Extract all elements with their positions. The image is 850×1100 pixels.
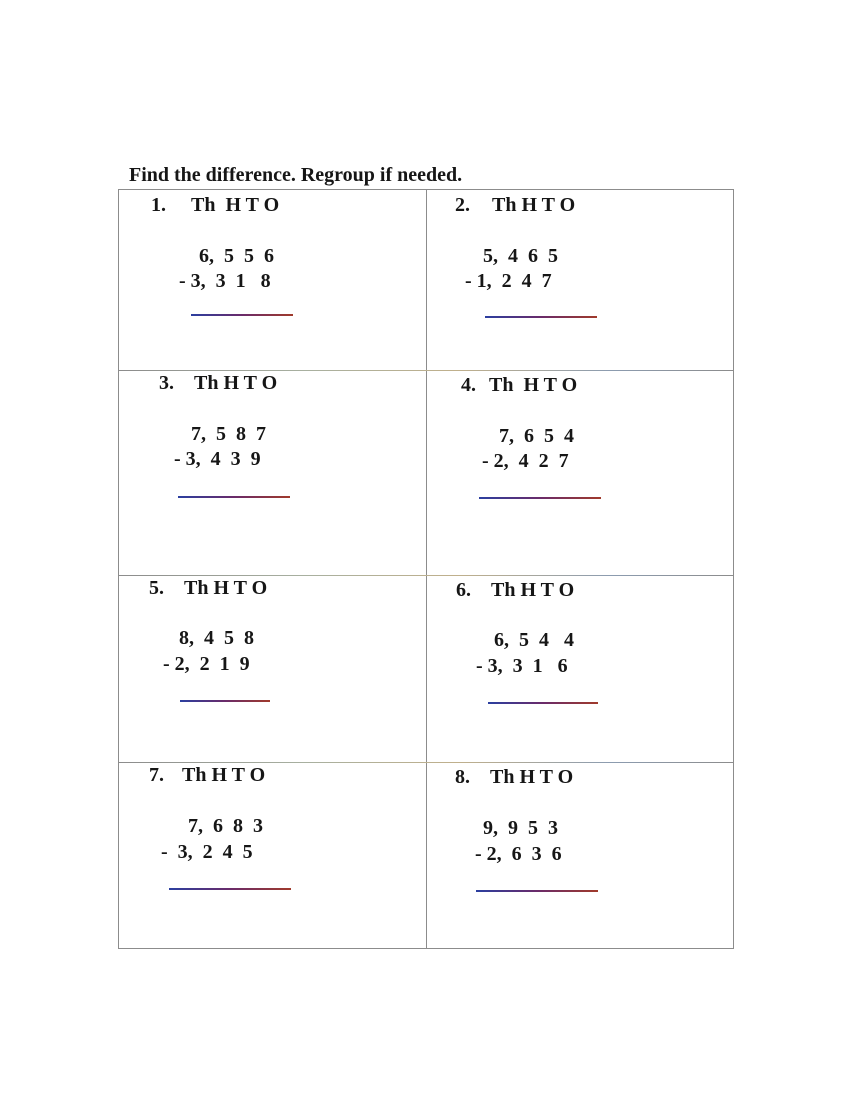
subtrahend: - 1, 2 4 7 [465,270,552,292]
problem-number: 6. [456,579,471,601]
answer-line[interactable] [180,700,270,702]
answer-line[interactable] [479,497,601,499]
problem-grid [118,189,734,949]
problem-number: 4. [461,374,476,396]
problem-6 [427,576,727,756]
minuend: 7, 6 8 3 [188,815,263,837]
place-value-header: Th H T O [491,579,575,601]
problem-number: 5. [149,577,164,599]
subtrahend: - 3, 3 1 8 [179,270,271,292]
minuend: 9, 9 5 3 [483,817,558,839]
instructions-heading: Find the difference. Regroup if needed. [129,164,463,186]
problem-4 [427,371,727,551]
answer-line[interactable] [191,314,293,316]
minuend: 6, 5 5 6 [199,245,274,267]
subtrahend: - 3, 3 1 6 [476,655,568,677]
place-value-header: Th H T O [184,577,268,599]
answer-line[interactable] [178,496,290,498]
minuend: 8, 4 5 8 [179,627,254,649]
problem-number: 7. [149,764,164,786]
minuend: 5, 4 6 5 [483,245,558,267]
answer-line[interactable] [485,316,597,318]
problem-number: 1. [151,194,166,216]
problem-3 [119,371,419,551]
problem-1 [119,190,419,370]
problem-2 [427,190,727,370]
subtrahend: - 2, 2 1 9 [163,653,250,675]
place-value-header: Th H T O [490,766,574,788]
subtrahend: - 2, 6 3 6 [475,843,562,865]
place-value-header: Th H T O [194,372,278,394]
place-value-header: Th H T O [489,374,578,396]
subtrahend: - 2, 4 2 7 [482,450,569,472]
answer-line[interactable] [476,890,598,892]
problem-8 [427,763,727,943]
place-value-header: Th H T O [182,764,266,786]
minuend: 7, 5 8 7 [191,423,266,445]
minuend: 6, 5 4 4 [494,629,574,651]
problem-7 [119,763,419,943]
problem-number: 8. [455,766,470,788]
minuend: 7, 6 5 4 [499,425,574,447]
problem-5 [119,576,419,756]
answer-line[interactable] [169,888,291,890]
problem-number: 2. [455,194,470,216]
place-value-header: Th H T O [492,194,576,216]
subtrahend: - 3, 2 4 5 [161,841,253,863]
place-value-header: Th H T O [191,194,280,216]
subtrahend: - 3, 4 3 9 [174,448,261,470]
answer-line[interactable] [488,702,598,704]
problem-number: 3. [159,372,174,394]
